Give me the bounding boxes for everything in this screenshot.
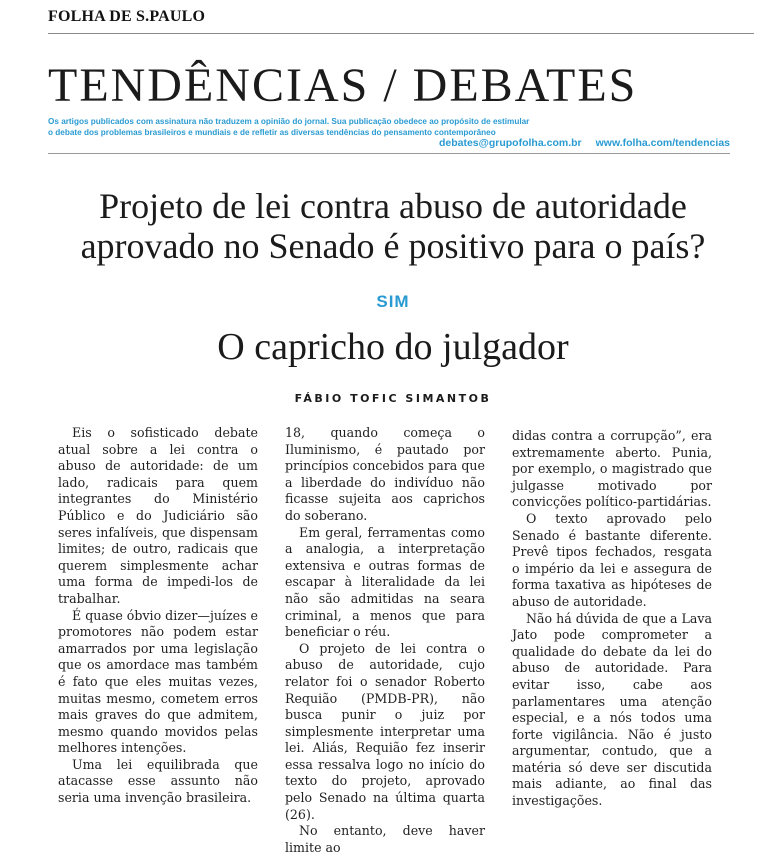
question-line: aprovado no Senado é positivo para o país? <box>80 226 706 266</box>
question-line: Projeto de lei contra abuso de autoridade <box>99 186 687 226</box>
newspaper-masthead: FOLHA DE S.PAULO <box>48 8 206 25</box>
article-column-1 <box>58 425 258 807</box>
contact-email: debates@grupofolha.com.br <box>438 137 582 149</box>
article-side-label: SIM <box>376 292 410 311</box>
paragraph: É quase óbvio dizer—juízes e promotores não podem estar amarrados por uma legislação que os amordace mas também é fato que eles muitas vezes, muitas mesmo, cometem erros mais graves do que admitem, mesmo quando movidos pelas melhores intenções. <box>58 607 259 756</box>
paragraph-continuation: 18, quando começa o Iluminismo, é pautado por princípios concebidos para que a liberdade do indivíduo não ficasse sujeita aos caprichos do soberano. <box>285 425 485 523</box>
article-author: FÁBIO TOFIC SIMANTOB <box>294 392 492 405</box>
paragraph: Não há dúvida de que a Lava Jato pode comprometer a qualidade do debate da lei do abuso de autoridade. Para evitar isso, cabe aos parlamentares uma atenção especial, e a nós todos uma forte vigilância. Não é justo argumentar, contudo, que a matéria só deve ser discutida mais adiante, ao final das investigações. <box>512 610 712 809</box>
article-headline: O capricho do julgador <box>217 326 569 368</box>
paragraph: Uma lei equilibrada que atacasse esse assunto não seria uma invenção brasileira. <box>58 756 258 806</box>
section-contacts <box>439 137 730 149</box>
section-disclaimer <box>48 117 748 138</box>
section-title: TENDÊNCIAS / DEBATES <box>48 59 638 112</box>
article-column-2 <box>285 425 485 856</box>
paragraph-continuation: didas contra a corrupção”, era extremamente aberto. Punia, por exemplo, o magistrado que julgasse motivado por convicções político-partidárias. <box>512 428 712 510</box>
disclaimer-line: Os artigos publicados com assinatura não traduzem a opinião do jornal. Sua publicação obedece ao propósito de estimular <box>48 117 530 126</box>
paragraph: O projeto de lei contra o abuso de autoridade, cujo relator foi o senador Roberto Requião (PMDB-PR), não busca punir o juiz por simplesmente interpretar uma lei. Aliás, Requião fez inserir essa ressalva logo no início do texto do projeto, aprovado pelo Senado na última quarta (26). <box>285 640 485 822</box>
section-divider <box>48 153 730 154</box>
paragraph: Eis o sofisticado debate atual sobre a lei contra o abuso de autoridade: de um lado, radicais para quem integrantes do Ministério Público e do Judiciário são seres infalíveis, que dispensam limites; de outro, radicais que querem simplesmente achar uma forma de impedi-los de trabalhar. <box>58 425 258 606</box>
masthead-divider <box>48 33 754 34</box>
paragraph: No entanto, deve haver limite ao <box>285 823 485 855</box>
debate-question <box>48 186 738 266</box>
disclaimer-line: o debate dos problemas brasileiros e mundiais e de refletir as diversas tendências do pensamento contemporâneo <box>48 127 496 137</box>
paragraph: O texto aprovado pelo Senado é bastante diferente. Prevê tipos fechados, resgata o império da lei e assegura de forma taxativa as hipóteses de abuso de autoridade. <box>512 510 712 609</box>
article-column-3 <box>512 428 712 810</box>
paragraph: Em geral, ferramentas como a analogia, a interpretação extensiva e outras formas de escapar à literalidade da lei não são admitidas na seara criminal, a menos que para beneficiar o réu. <box>285 524 485 640</box>
contact-website: www.folha.com/tendencias <box>595 137 730 149</box>
